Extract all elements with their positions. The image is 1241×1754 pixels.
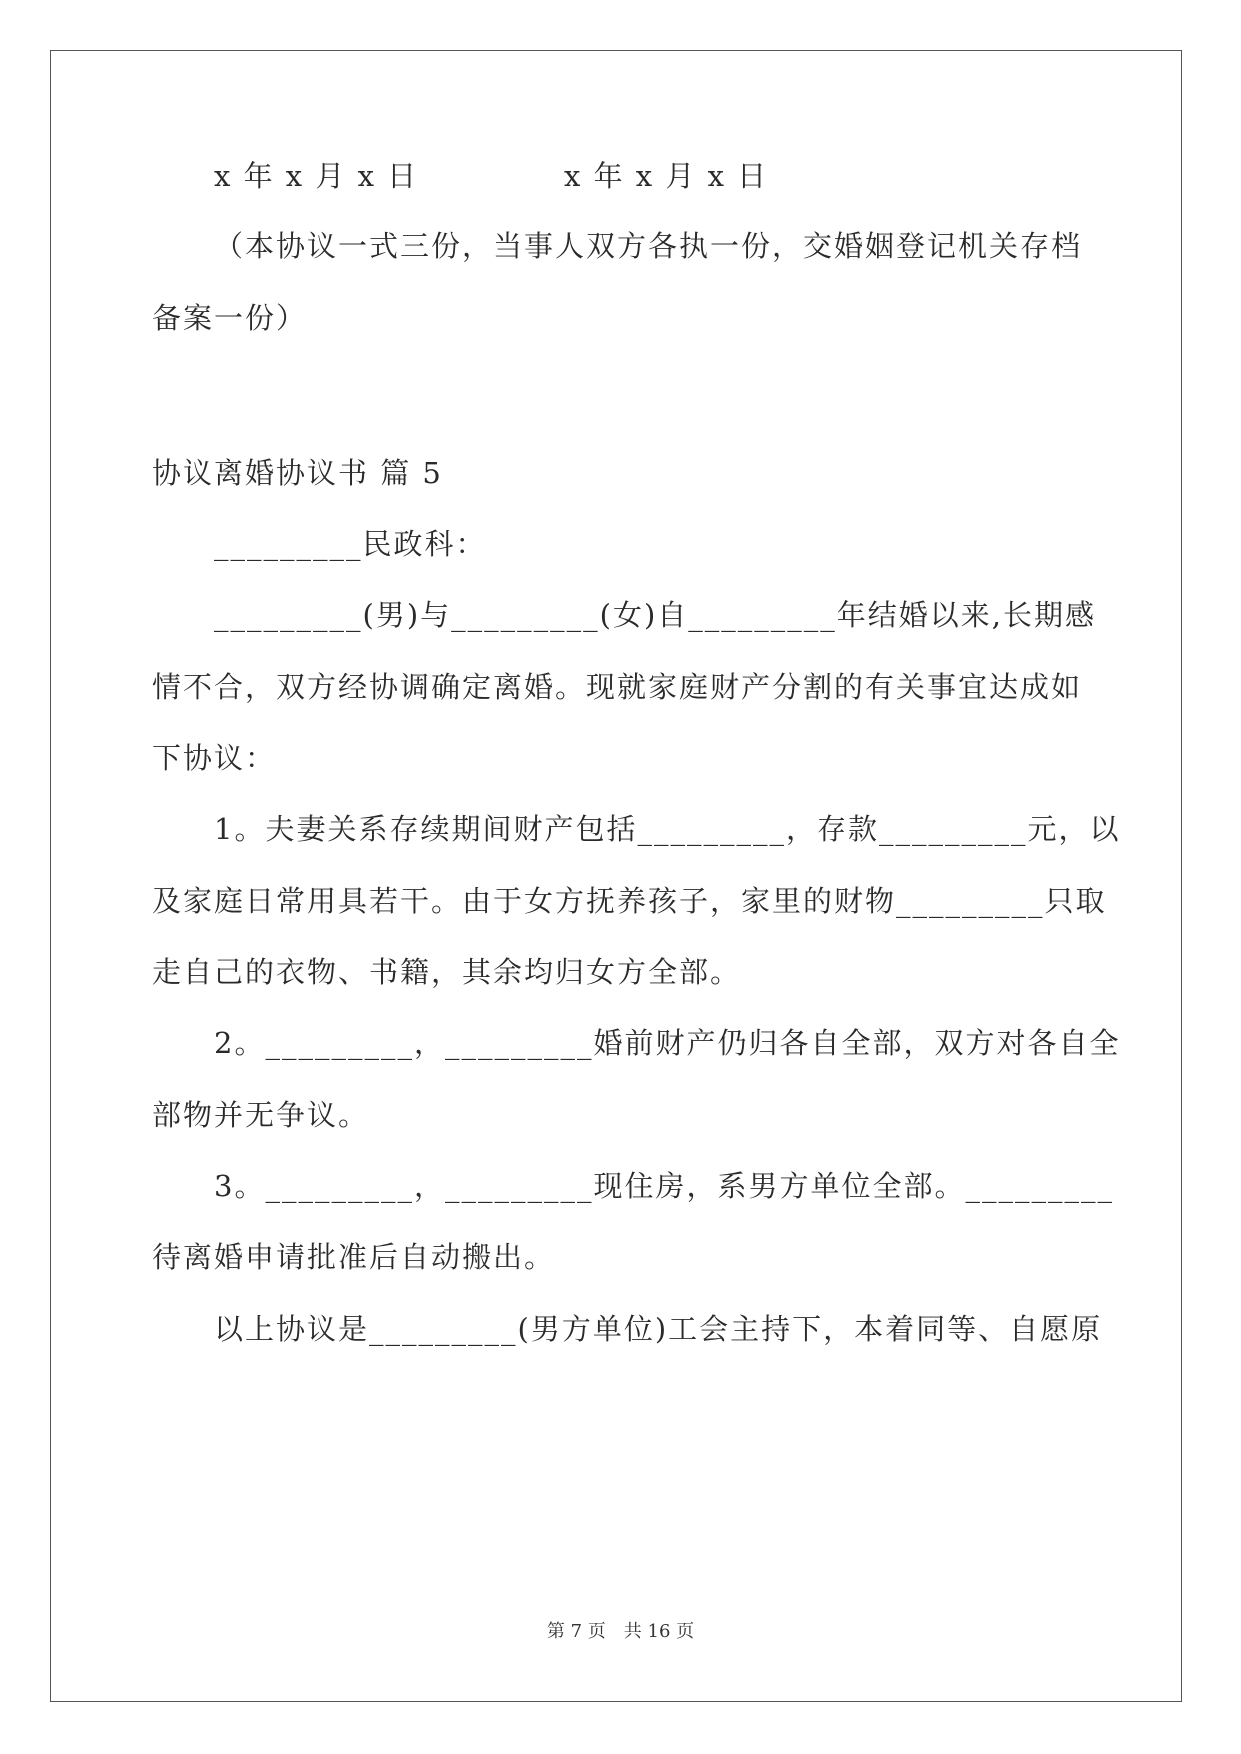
para1-line-2: 情不合，双方经协调确定离婚。现就家庭财产分割的有关事宜达成如	[152, 670, 1083, 704]
para1-line-3: 下协议：	[152, 741, 277, 775]
item2-line-2: 部物并无争议。	[152, 1098, 370, 1132]
item1-line-3: 走自己的衣物、书籍，其余均归女方全部。	[152, 955, 742, 989]
note-line-1: （本协议一式三份，当事人双方各执一份，交婚姻登记机关存档	[214, 229, 1083, 263]
addressee: _________民政科：	[214, 527, 487, 561]
page-number-footer: 第 7 页 共 16 页	[546, 1621, 695, 1642]
date-left: x 年 x 月 x 日	[214, 159, 419, 193]
date-right: x 年 x 月 x 日	[564, 159, 769, 193]
item3-line-1: 3。_________，_________现住房，系男方单位全部。_________	[214, 1169, 1114, 1203]
page-border	[50, 50, 1182, 1702]
closing-line-1: 以上协议是_________(男方单位)工会主持下，本着同等、自愿原	[214, 1312, 1103, 1346]
item2-line-1: 2。_________，_________婚前财产仍归各自全部，双方对各自全	[214, 1026, 1121, 1060]
signature-dates	[214, 158, 1154, 194]
section-title: 协议离婚协议书 篇 5	[152, 456, 443, 490]
item3-line-2: 待离婚申请批准后自动搬出。	[152, 1240, 556, 1274]
item1-line-1: 1。夫妻关系存续期间财产包括_________，存款_________元，以	[214, 812, 1121, 846]
para1-line-1: _________(男)与_________(女)自_________年结婚以来,长期感	[214, 598, 1096, 632]
item1-line-2: 及家庭日常用具若干。由于女方抚养孩子，家里的财物_________只取	[152, 884, 1107, 918]
note-line-2: 备案一份）	[152, 301, 308, 335]
